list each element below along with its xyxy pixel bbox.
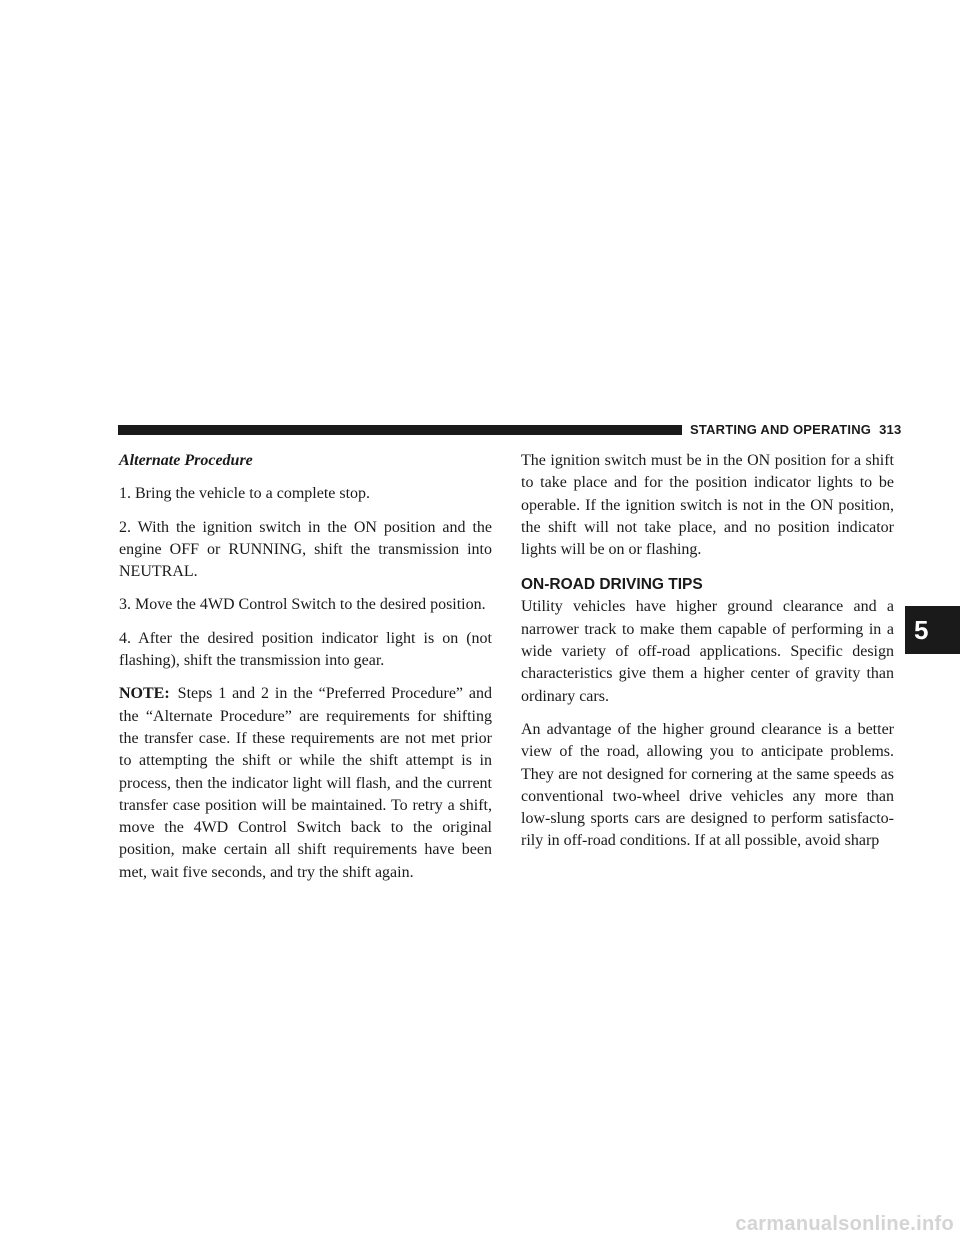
watermark: carmanualsonline.info — [735, 1213, 954, 1235]
section-heading-on-road: ON-ROAD DRIVING TIPS — [521, 576, 703, 594]
chapter-tab: 5 — [905, 606, 960, 654]
page-number: 313 — [879, 422, 902, 437]
right-column — [521, 450, 894, 864]
paragraph-ignition-switch: The ignition switch must be in the ON position for a shift to take place and for the position indicator lights to be operable. If the ignition switch is not in the ON position, the shift will not take place, and no position indicator lights will be on or flashing. — [521, 452, 894, 559]
step-4: 4. After the desired position indicator light is on (not flashing), shift the transmission into gear. — [119, 629, 492, 670]
step-3: 3. Move the 4WD Control Switch to the desired position. — [119, 596, 486, 614]
note-paragraph — [119, 683, 492, 884]
note-label: NOTE: — [119, 685, 170, 703]
step-2: 2. With the ignition switch in the ON position and the engine OFF or RUNNING, shift the transmission into NEUTRAL. — [119, 518, 492, 581]
paragraph-advantage: An advantage of the higher ground clearance is a better view of the road, allowing you to anticipate problems. They are not designed for cornering at the same speeds as conventional two-wheel drive vehicles any more than low-slung sports cars are designed to perform satisfacto-rily in off-road conditions. If at all possible, avoid sharp — [521, 720, 894, 850]
running-header — [690, 421, 902, 439]
left-column — [119, 450, 492, 895]
header-rule — [118, 425, 682, 435]
note-text: Steps 1 and 2 in the “Preferred Procedure” and the “Alternate Procedure” are requirements for shifting the transfer case. If these requirements are not met prior to attempting the shift or while the shift attempt is in process, then the indicator light will flash, and the current transfer case position will be maintained. To retry a shift, move the 4WD Control Switch back to the original position, make certain all shift requirements have been met, wait five seconds, and try the shift again. — [119, 685, 492, 881]
step-1: 1. Bring the vehicle to a complete stop. — [119, 485, 371, 503]
section-title: STARTING AND OPERATING — [690, 422, 872, 437]
paragraph-utility-vehicles: Utility vehicles have higher ground clearance and a narrower track to make them capable of performing in a wide variety of off-road applications. Specific design characteristics give them a higher center of gravity than ordinary cars. — [521, 598, 894, 705]
subheading-alternate-procedure: Alternate Procedure — [119, 452, 253, 469]
